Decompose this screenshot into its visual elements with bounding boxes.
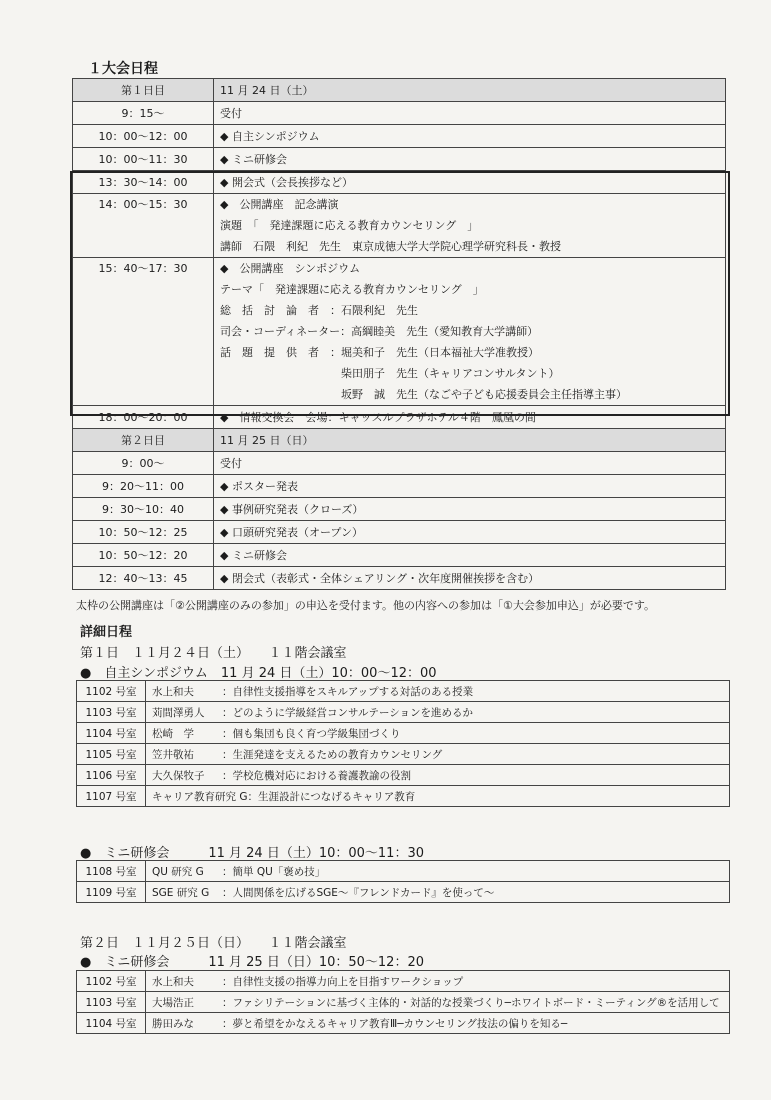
- schedule-line: テーマ「 発達課題に応える教育カウンセリング 」: [220, 283, 484, 296]
- schedule-content: [214, 102, 726, 125]
- room-row: [77, 786, 730, 807]
- room-number: 1108 号室: [77, 861, 146, 882]
- schedule-time: 14：00～15：30: [73, 194, 214, 258]
- schedule-content: [214, 498, 726, 521]
- note-text: 太枠の公開講座は「②公開講座のみの参加」の申込を受付ます。他の内容への参加は「①大会参加申込」が必要です。: [76, 599, 655, 612]
- sympo-title: ● 自主シンポジウム 11 月 24 日（土）10：00～12：00: [80, 666, 437, 681]
- schedule-time: 9：00～: [73, 452, 214, 475]
- mini1-title: ● ミニ研修会 11 月 24 日（土）10：00～11：30: [80, 846, 424, 861]
- schedule-time: 12：40～13：45: [73, 567, 214, 590]
- session-info: [146, 1013, 730, 1034]
- day2-header-row: [73, 429, 726, 452]
- room-number: 1102 号室: [77, 681, 146, 702]
- schedule-line: 柴田朋子 先生（キャリアコンサルタント）: [220, 367, 560, 380]
- schedule-row: [73, 498, 726, 521]
- session-info: [146, 765, 730, 786]
- schedule-content: [214, 544, 726, 567]
- session-topic: ：簡単 QU「褒め技」: [222, 865, 326, 878]
- schedule-line: 坂野 誠 先生（なごや子ども応援委員会主任指導主事）: [220, 388, 627, 401]
- presenter-name: 大場浩正: [152, 996, 194, 1009]
- schedule-row: [73, 125, 726, 148]
- day1-label: 第１日目: [73, 79, 214, 102]
- section-heading-schedule: １大会日程: [88, 61, 158, 77]
- room-row: [77, 971, 730, 992]
- schedule-line: ◆ ミニ研修会: [220, 548, 287, 562]
- session-info: [146, 702, 730, 723]
- room-row: [77, 681, 730, 702]
- session-info: [146, 861, 730, 882]
- room-number: 1102 号室: [77, 971, 146, 992]
- schedule-row: [73, 544, 726, 567]
- day2-label: 第２日目: [73, 429, 214, 452]
- schedule-line: ◆ 情報交換会 会場：キャッスルプラザホテル４階 鳳凰の間: [220, 410, 536, 424]
- session-topic: ：人間関係を広げるSGE～『フレンドカード』を使って～: [222, 886, 495, 899]
- schedule-time: 9：30～10：40: [73, 498, 214, 521]
- session-topic: ：ファシリテーションに基づく主体的・対話的な授業づくり─ホワイトボード・ミーティング®を活用して: [222, 996, 720, 1009]
- room-number: 1109 号室: [77, 882, 146, 903]
- session-info: [146, 681, 730, 702]
- schedule-line: ◆ 口頭研究発表（オープン）: [220, 525, 363, 539]
- schedule-time: 13：30～14：00: [73, 171, 214, 194]
- schedule-row: [73, 171, 726, 194]
- schedule-content: [214, 475, 726, 498]
- room-row: [77, 861, 730, 882]
- schedule-content: [214, 148, 726, 171]
- session-info: [146, 723, 730, 744]
- room-row: [77, 1013, 730, 1034]
- session-topic: ：個も集団も良く育つ学級集団づくり: [222, 727, 401, 740]
- session-topic: ：学校危機対応における養護教諭の役割: [222, 769, 411, 782]
- schedule-content: [214, 125, 726, 148]
- room-number: 1104 号室: [77, 723, 146, 744]
- session-info: [146, 744, 730, 765]
- schedule-line: 総 括 討 論 者 ：石隈利紀 先生: [220, 304, 418, 317]
- session-topic: ：どのように学級経営コンサルテーションを進めるか: [222, 706, 474, 719]
- mini1-room-table: [76, 860, 730, 903]
- sympo-room-table: [76, 680, 730, 807]
- mini2-room-table: [76, 970, 730, 1034]
- room-number: 1105 号室: [77, 744, 146, 765]
- schedule-line: ◆ ポスター発表: [220, 479, 298, 493]
- schedule-line: 受付: [220, 106, 242, 120]
- day2-detail-title: 第２日 １１月２５日（日） １１階会議室: [80, 936, 347, 951]
- schedule-row: [73, 258, 726, 406]
- presenter-name: 大久保牧子: [152, 769, 205, 782]
- schedule-line: ◆ 公開講座 記念講演: [220, 198, 339, 211]
- session-info: [146, 992, 730, 1013]
- presenter-name: 勝田みな: [152, 1017, 194, 1030]
- presenter-name: 苅間澤勇人: [152, 706, 205, 719]
- presenter-name: 笠井敬祐: [152, 748, 194, 761]
- schedule-line: ◆ 自主シンポジウム: [220, 129, 320, 143]
- room-number: 1104 号室: [77, 1013, 146, 1034]
- schedule-line: 講師 石隈 利紀 先生 東京成徳大学大学院心理学研究科長・教授: [220, 240, 561, 253]
- room-number: 1103 号室: [77, 702, 146, 723]
- schedule-line: 司会・コーディネーター：高綱睦美 先生（愛知教育大学講師）: [220, 325, 539, 338]
- day1-header-row: [73, 79, 726, 102]
- presenter-name: キャリア教育研究 G: [152, 790, 248, 803]
- schedule-content: [214, 194, 726, 258]
- session-topic: ：自律性支援指導をスキルアップする対話のある授業: [222, 685, 474, 698]
- mini2-title: ● ミニ研修会 11 月 25 日（日）10：50～12：20: [80, 955, 424, 970]
- schedule-row: [73, 406, 726, 429]
- presenter-name: 松崎 学: [152, 727, 194, 740]
- schedule-row: [73, 452, 726, 475]
- conference-schedule-table: [72, 78, 726, 590]
- room-row: [77, 702, 730, 723]
- schedule-time: 15：40～17：30: [73, 258, 214, 406]
- day2-date: 11 月 25 日（日）: [214, 429, 726, 452]
- room-row: [77, 723, 730, 744]
- session-topic: ：生涯発達を支えるための教育カウンセリング: [222, 748, 443, 761]
- schedule-content: [214, 452, 726, 475]
- session-topic: ：自律性支援の指導力向上を目指すワークショップ: [222, 975, 464, 988]
- room-row: [77, 882, 730, 903]
- room-row: [77, 992, 730, 1013]
- schedule-row: [73, 567, 726, 590]
- presenter-name: 水上和夫: [152, 685, 194, 698]
- session-info: [146, 786, 730, 807]
- schedule-content: [214, 406, 726, 429]
- schedule-line: 演題 「 発達課題に応える教育カウンセリング 」: [220, 219, 479, 232]
- schedule-line: ◆ 閉会式（表彰式・全体シェアリング・次年度開催挨拶を含む）: [220, 571, 540, 585]
- schedule-time: 10：00～12：00: [73, 125, 214, 148]
- schedule-content: [214, 567, 726, 590]
- schedule-time: 9：15～: [73, 102, 214, 125]
- presenter-name: QU 研究 G: [152, 865, 204, 878]
- session-info: [146, 882, 730, 903]
- day1-date: 11 月 24 日（土）: [214, 79, 726, 102]
- schedule-line: ◆ 公開講座 シンポジウム: [220, 262, 361, 275]
- schedule-row: [73, 194, 726, 258]
- schedule-time: 9：20～11：00: [73, 475, 214, 498]
- schedule-line: ◆ 開会式（会長挨拶など）: [220, 175, 353, 189]
- schedule-line: ◆ 事例研究発表（クローズ）: [220, 502, 364, 516]
- session-info: [146, 971, 730, 992]
- schedule-row: [73, 475, 726, 498]
- schedule-time: 10：50～12：25: [73, 521, 214, 544]
- schedule-line: 話 題 提 供 者 ：堀美和子 先生（日本福祉大学准教授）: [220, 346, 539, 359]
- schedule-content: [214, 258, 726, 406]
- schedule-time: 10：50～12：20: [73, 544, 214, 567]
- room-number: 1106 号室: [77, 765, 146, 786]
- schedule-content: [214, 521, 726, 544]
- presenter-name: SGE 研究 G: [152, 886, 210, 899]
- schedule-content: [214, 171, 726, 194]
- schedule-row: [73, 148, 726, 171]
- room-row: [77, 744, 730, 765]
- schedule-row: [73, 521, 726, 544]
- schedule-line: 受付: [220, 456, 242, 470]
- session-topic: ：生涯設計につなげるキャリア教育: [247, 790, 416, 803]
- schedule-row: [73, 102, 726, 125]
- room-number: 1103 号室: [77, 992, 146, 1013]
- schedule-time: 18：00～20：00: [73, 406, 214, 429]
- session-topic: ：夢と希望をかなえるキャリア教育Ⅲ─カウンセリング技法の偏りを知る─: [222, 1017, 568, 1030]
- room-number: 1107 号室: [77, 786, 146, 807]
- section-heading-detail: 詳細日程: [80, 625, 133, 640]
- day1-detail-title: 第１日 １１月２４日（土） １１階会議室: [80, 646, 347, 661]
- room-row: [77, 765, 730, 786]
- schedule-line: ◆ ミニ研修会: [220, 152, 287, 166]
- schedule-time: 10：00～11：30: [73, 148, 214, 171]
- presenter-name: 水上和夫: [152, 975, 194, 988]
